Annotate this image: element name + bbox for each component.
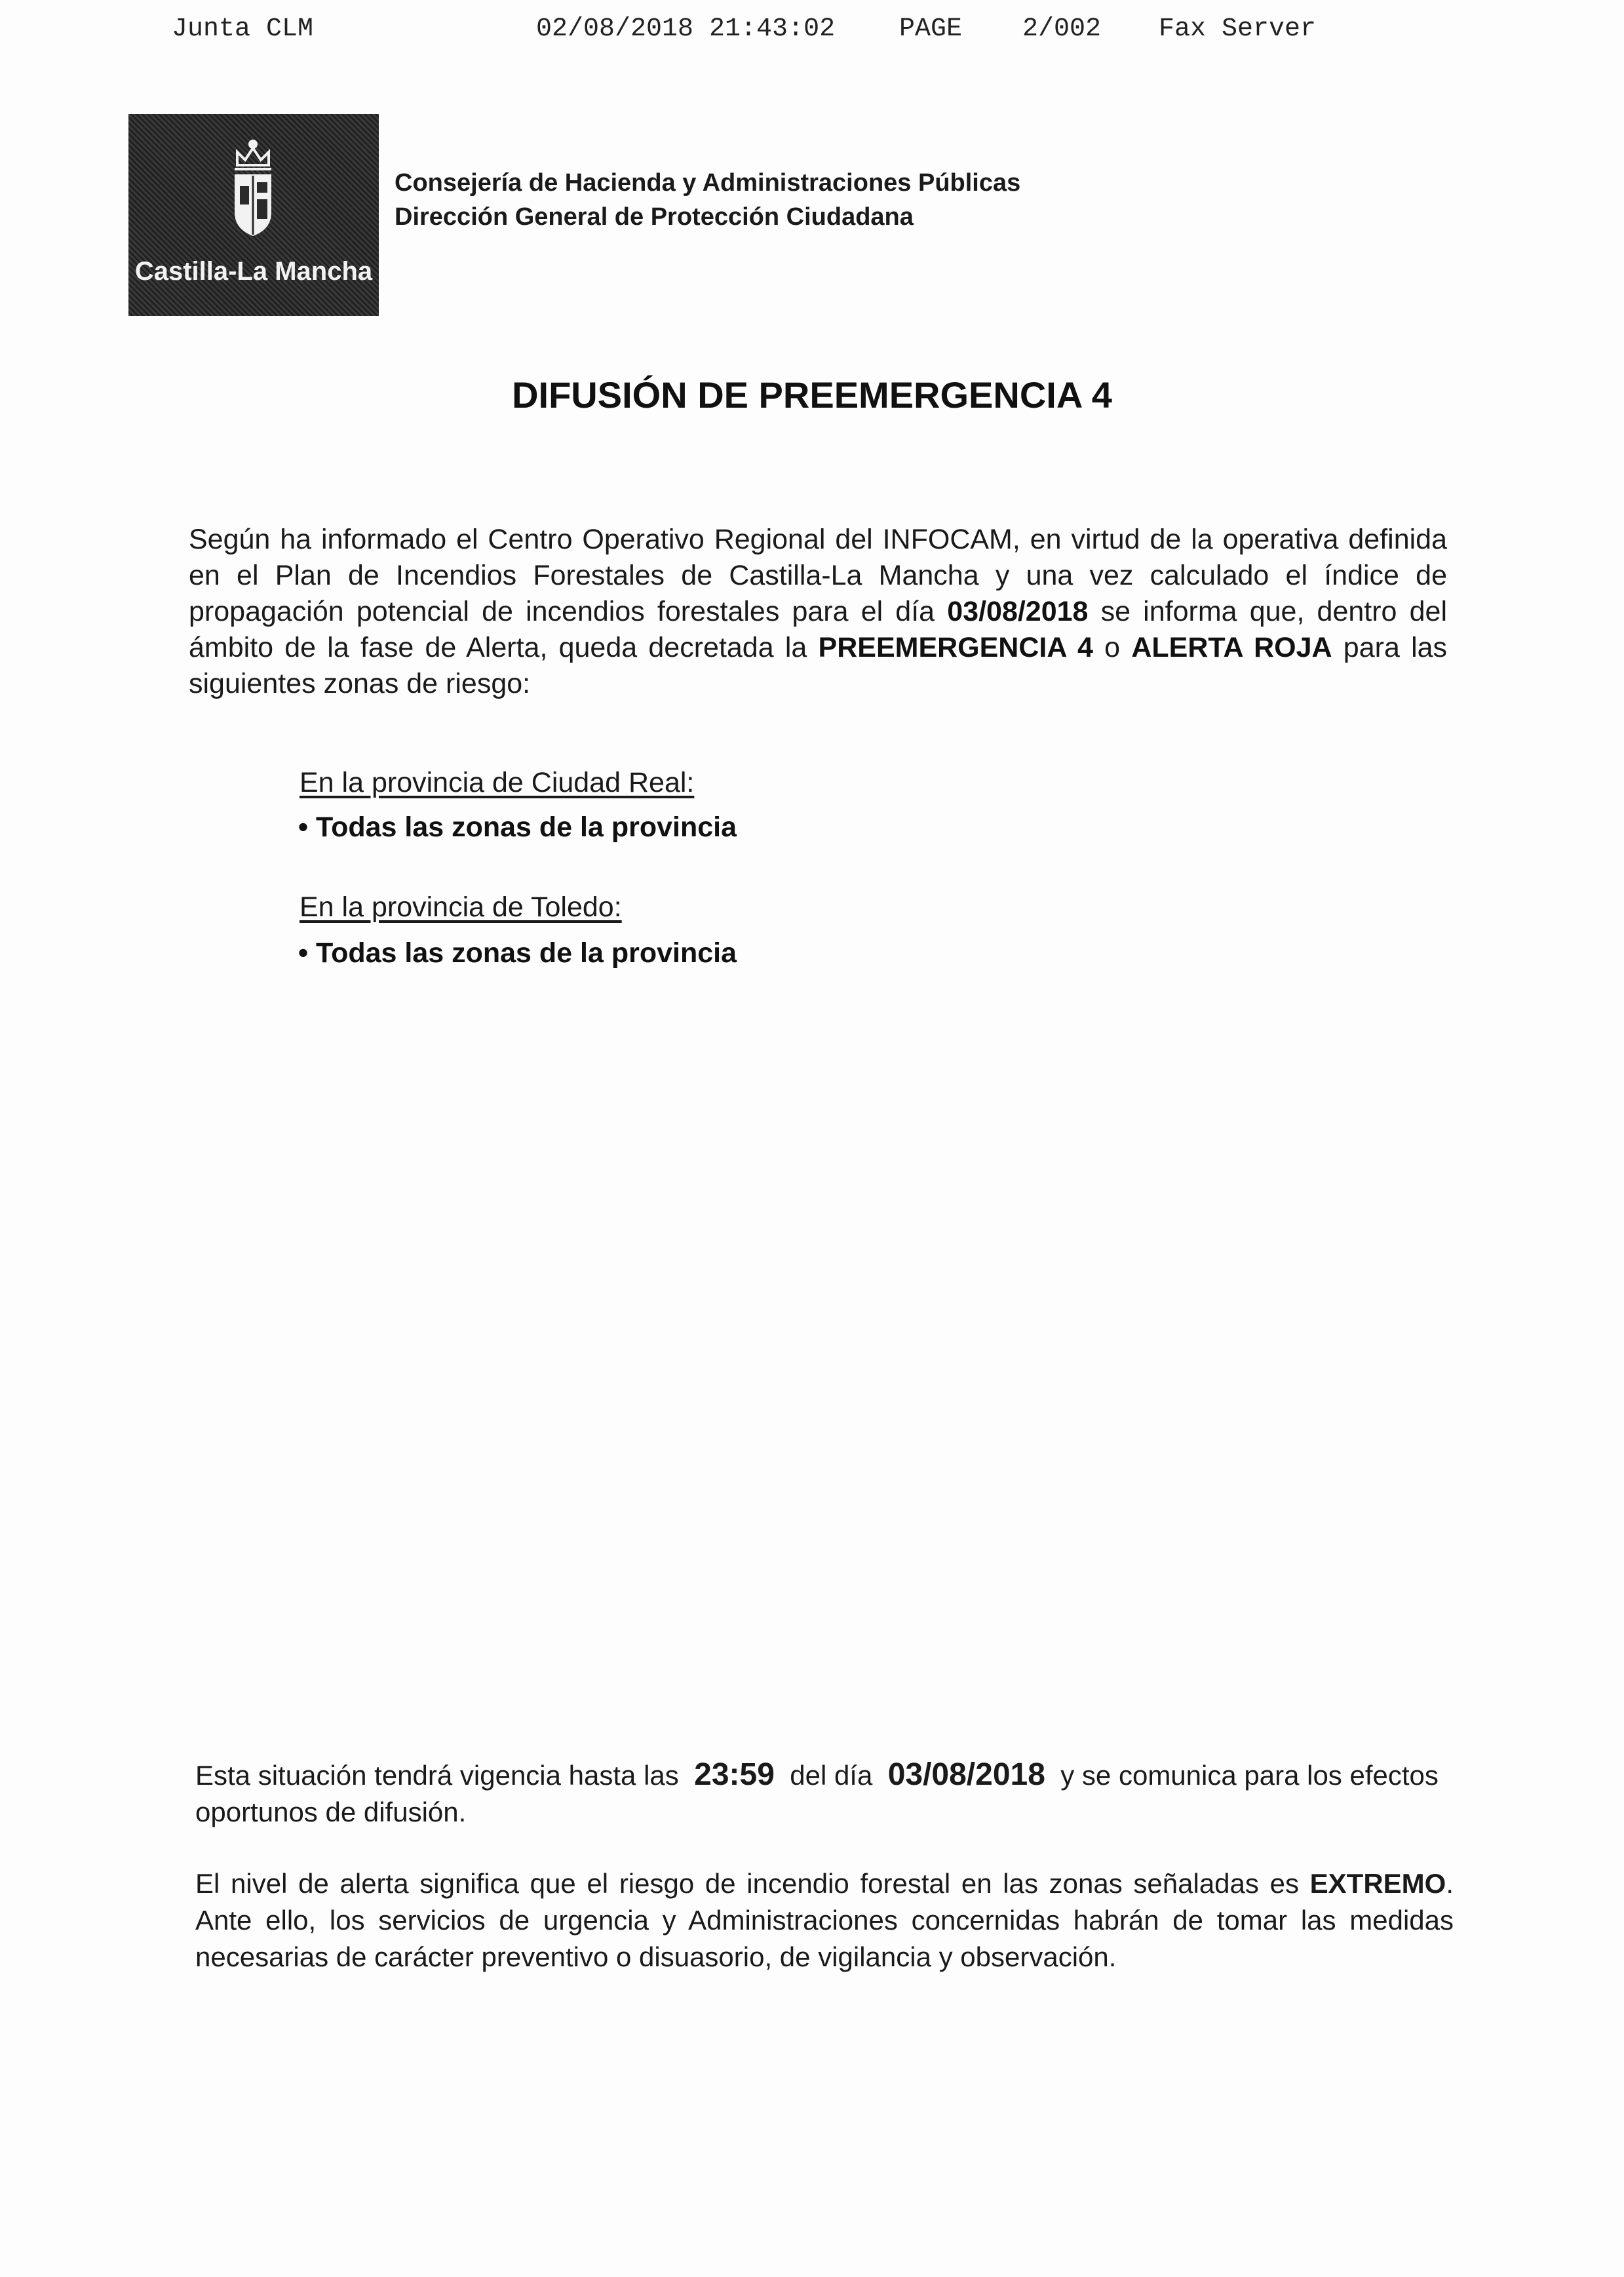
validity-time: 23:59	[694, 1757, 775, 1792]
org-line-2: Dirección General de Protección Ciudadana	[395, 203, 914, 231]
intro-connector: o	[1104, 632, 1121, 663]
validity-date: 03/08/2018	[887, 1757, 1045, 1792]
province-heading-ciudad-real: En la provincia de Ciudad Real:	[300, 767, 695, 798]
fax-datetime: 02/08/2018 21:43:02	[536, 14, 836, 44]
page-title: DIFUSIÓN DE PREEMERGENCIA 4	[512, 374, 1112, 416]
fax-server: Fax Server	[1159, 14, 1317, 44]
meaning-text-2: . Ante ello, los servicios de urgencia y Administraciones concernidas habrán de tomar las medidas necesarias de carácter preventivo o disuasorio, de vigilancia y observación.	[195, 1868, 1454, 1972]
validity-text-3: y se comunica para los efectos oportunos de difusión.	[195, 1760, 1439, 1827]
validity-paragraph	[195, 1757, 1454, 1831]
fax-sender: Junta CLM	[172, 14, 314, 44]
intro-date: 03/08/2018	[947, 596, 1089, 627]
intro-text-1: Según ha informado el Centro Operativo Regional del INFOCAM, en virtud de la operativa definida en el Plan de Incendios Forestales de Castilla-La Mancha y una vez calculado el índice de propagación potencial de incendios forestales para el día	[189, 524, 1447, 627]
meaning-paragraph	[195, 1865, 1454, 1975]
province-heading-toledo: En la provincia de Toledo:	[300, 891, 622, 923]
fax-page-number: 2/002	[1022, 14, 1102, 44]
fax-page-label: PAGE	[899, 14, 963, 44]
intro-paragraph	[189, 522, 1447, 702]
intro-text-3: para las siguientes zonas de riesgo:	[189, 632, 1448, 699]
province-zone-toledo: • Todas las zonas de la provincia	[298, 937, 737, 969]
validity-text-1: Esta situación tendrá vigencia hasta las	[195, 1760, 679, 1791]
alert-level: ALERTA ROJA	[1131, 632, 1332, 663]
logo-text: Castilla-La Mancha	[134, 257, 373, 286]
validity-text-2: del día	[790, 1760, 873, 1791]
preemergency-level: PREEMERGENCIA 4	[818, 632, 1093, 663]
meaning-text-1: El nivel de alerta significa que el riesgo de incendio forestal en las zonas señaladas es	[195, 1868, 1299, 1899]
province-zone-ciudad-real: • Todas las zonas de la provincia	[298, 811, 737, 843]
org-line-1: Consejería de Hacienda y Administraciones Públicas	[395, 169, 1021, 197]
risk-level: EXTREMO	[1309, 1868, 1446, 1899]
logo	[128, 114, 379, 316]
intro-text-2: se informa que, dentro del ámbito de la fase de Alerta, queda decretada la	[189, 596, 1448, 663]
